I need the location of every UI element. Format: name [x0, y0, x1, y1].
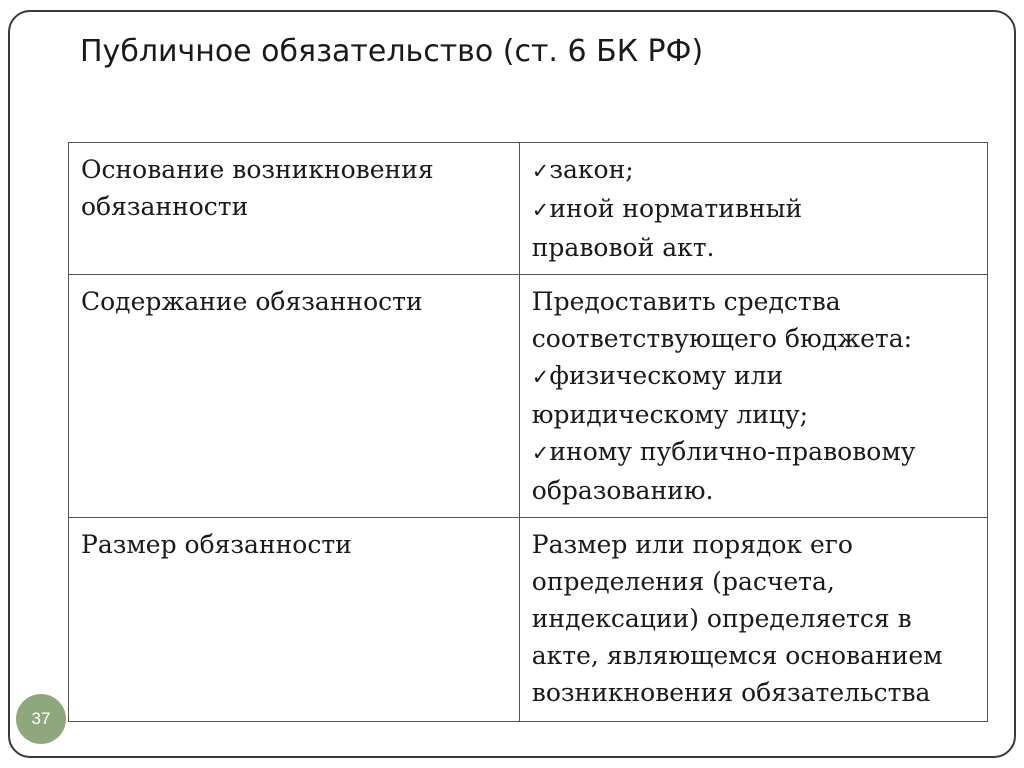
value-line: образованию.: [531, 476, 714, 505]
value-line: соответствующего бюджета:: [531, 324, 913, 353]
value-line: Размер или порядок его: [531, 530, 853, 559]
value-line: определения (расчета,: [531, 567, 835, 596]
list-item: [532, 357, 977, 396]
info-table: [68, 142, 988, 722]
table-row: [69, 275, 988, 518]
list-item: [532, 190, 977, 229]
value-line: индексации) определяется в: [531, 604, 912, 633]
checkmark-icon: ✓: [531, 441, 550, 465]
checkmark-icon: ✓: [531, 365, 550, 389]
value-line: юридическому лицу;: [531, 400, 809, 429]
row-value-cell: [519, 143, 987, 275]
list-item-text: физическому или: [549, 361, 784, 390]
row-label-cell: [69, 275, 520, 518]
row-label-line: Содержание обязанности: [81, 287, 423, 316]
page-number-badge: 37: [16, 694, 66, 744]
value-line: акте, являющемся основанием: [531, 641, 943, 670]
row-label-cell: [69, 518, 520, 722]
row-value-cell: [519, 518, 987, 722]
checkmark-icon: ✓: [531, 159, 550, 183]
row-label-cell: [69, 143, 520, 275]
list-item-text: закон;: [549, 155, 634, 184]
row-label-line: Размер обязанности: [81, 530, 352, 559]
row-label-line: Основание возникновения: [81, 155, 434, 184]
list-item-text: иному публично-правовому: [549, 437, 916, 466]
list-item: [532, 433, 977, 472]
table-row: [69, 518, 988, 722]
row-label-line: обязанности: [81, 192, 249, 221]
list-item: [532, 151, 977, 190]
list-item-text: иной нормативный: [549, 194, 803, 223]
value-line: возникновения обязательства: [531, 678, 931, 707]
row-value-cell: [519, 275, 987, 518]
value-line: правовой акт.: [531, 233, 715, 262]
page-title: Публичное обязательство (ст. 6 БК РФ): [80, 34, 704, 69]
checkmark-icon: ✓: [531, 198, 550, 222]
value-line: Предоставить средства: [531, 287, 841, 316]
table-row: [69, 143, 988, 275]
